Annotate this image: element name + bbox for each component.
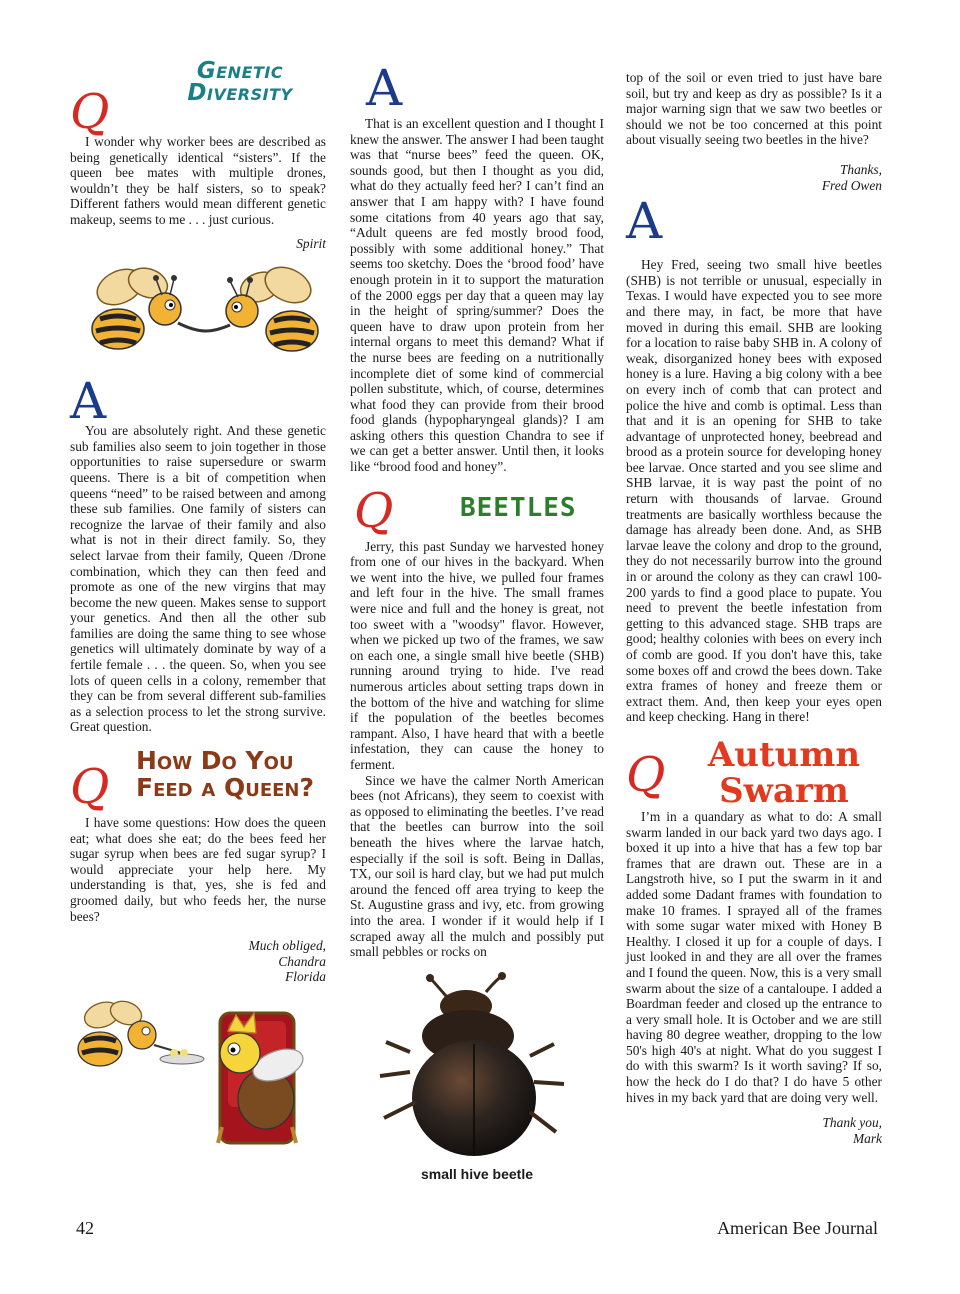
column-3 <box>626 70 882 1146</box>
question-genetic-diversity: I wonder why worker bees are described as being genetically identical “sisters”. If the queen bee mates with multiple drones, wouldn’t they be half sisters, so to speak? Different fathers would mean different genetic makeup, seems to me . . . just curious. <box>70 134 326 227</box>
answer-genetic-diversity: You are absolutely right. And these genetic sub families also seem to join together in those opportunities to raise supersedure or swarm queens. There is a bit of competition when queens “need” to be raised between and among these sub families. One family of sisters can recognize the larvae of their family and also what is not in their direct family. So, they select larvae from their family, Queen /Drone combination, which they can then feed and promote as one of the new virgins that may become the new queen. Makes sense to support your genetics. And then all the other sub families are doing the same thing to see whose genetics will ultimately dominate by way of a fertile female . . . the queen. So, when you see lots of queen cells in a colony, remember that they can be from several different sub-families as a selection process to let the strong survive. Great question. <box>70 423 326 735</box>
column-1 <box>70 60 326 1153</box>
answer-feed-queen: That is an excellent question and I thought I knew the answer. The answer I had been taught was that “nurse bees” feed the queen. OK, sounds good, but then I thought as you did, what do they actually feed her? I can’t find an answer that I am happy with? I have found some citations from 40 years ago that say, “Adult queens are fed mostly brood food, possibly with some additional honey.” That seems too sketchy. Does the ‘brood food’ have enough protein in it to support the maturation of the 2000 eggs per day that a queen may lay in the height of spring/summer? Does the queen have to draw upon protein from her internal organs to meet this demand? What if the nurse bees are feeding on a nutritionally incomplete diet of some kind of commercial pollen substitute, which, of course, determines what food they can provide from their brood food glands (hypopharyngeal glands)? I am asking others this question Chandra to see if we can get a better answer. Until then, it looks like “brood food and honey”. <box>350 116 604 475</box>
feed-queen-header <box>70 743 326 815</box>
answer-a-mark: A <box>626 192 663 251</box>
question-beetles-part1: Jerry, this past Sunday we harvested honey from one of our hives in the backyard. When we went into the hive, we pulled four frames and left four in the hive. The small frames were nice and full and the honey is great, not too sweet with a "woodsy" flavor. However, when we picked up two of the frames, we saw on each one, a single small hive beetle (SHB) running around trying to hide. I've read numerous articles about setting traps down in the bottom of the hive and watching for slime if the population of the beetles becomes rampant. Also, I have heard that with a beetle infestation, they can cause the honey to ferment. <box>350 538 604 772</box>
question-feed-queen: I have some questions: How does the queen eat; what does she eat; do the bees feed her sugar syrup when bees are fed sugar syrup? I would appreciate your help here. My understanding is that, yes, she is fed and groomed daily, but who feeds her, the nurse bees? <box>70 815 326 924</box>
answer-a-mark: A <box>70 372 107 431</box>
question-beetles-continued: top of the soil or even tried to just have bare soil, but try and keep as dry as possible? Is it a major warning sign that we saw two beetles or should we not be too concerned at this point about visually seeing two beetles in the hive? <box>626 70 882 148</box>
signature-mark: Thank you, Mark <box>822 1115 882 1146</box>
small-hive-beetle-photo <box>350 972 604 1162</box>
signature-chandra: Much obliged, Chandra Florida <box>248 938 326 985</box>
question-q-mark: Q <box>354 482 394 539</box>
signature-fred-owen: Thanks, Fred Owen <box>821 161 882 193</box>
bee-serving-queen-illustration <box>70 993 326 1153</box>
beetles-header <box>350 479 604 539</box>
signature-spirit: Spirit <box>296 235 326 251</box>
section-heading-autumn-swarm: Autumn Swarm <box>707 734 861 811</box>
section-heading-genetic-diversity: Genetic Diversity <box>187 58 293 106</box>
question-beetles-part2: Since we have the calmer North American bees (not Africans), they seem to coexist with as opposed to eliminating the beetles. I’ve read that the beetles can burrow into the soil beneath the hives where the larvae hatch, especially if the soil is soft. Being in Dallas, TX, our soil is hard clay, but we had put mulch around the fenced off area trying to keep the St. Augustine grass and ivy, etc. from growing into the area. I wonder if it would help if I scraped away all the mulch and possibly put small pebbles or rocks on <box>350 772 604 960</box>
question-q-mark: Q <box>70 759 110 816</box>
question-q-mark: Q <box>626 746 666 803</box>
genetic-diversity-header <box>70 58 326 140</box>
column-2 <box>350 60 604 1182</box>
beetle-photo-caption: small hive beetle <box>420 1165 534 1182</box>
two-bees-shaking-hands-illustration <box>70 257 326 377</box>
answer-beetles: Hey Fred, seeing two small hive beetles (SHB) is not terrible or unusual, especially in Texas. I would have expected you to see more and there may, in fact, be more that have moved in during this email. SHB are looking for a location to raise baby SHB in. A colony of weak, disorganized honey bees with exposed honey is a lure. Having a big colony with a bee on every inch of comb that can protect and police the hive and comb is optimal. Less than that and it is an opening for SHB to take advantage of unprotected honey, beebread and brood as a protein source for developing honey bee larvae. Once started and you see slime and SHB larvae, it is way past the point of no return with thousands of larvae. Ground treatments are basically worthless because the damage has already been done. And, as SHB larvae leave the colony and drop to the ground, they do not necessarily burrow into the ground in or around the colony as they can crawl 100-200 yards to find a good place to pupate. You need to prevent the beetle infestation from getting to this advanced stage. SHB traps are good; healthy colonies with bees on every inch of comb are good. If you don't have this, take some boxes off and crowd the bees down. Take extra frames of honey and freeze them or extract them. And, then keep your eyes open and keep checking. Hang in there! <box>626 257 882 725</box>
section-heading-beetles: BEETLES <box>460 492 577 523</box>
page-number: 42 <box>76 1218 94 1238</box>
question-q-mark: Q <box>70 84 110 140</box>
journal-name: American Bee Journal <box>717 1218 878 1238</box>
question-autumn-swarm: I’m in a quandary as what to do: A small swarm landed in our back yard two days ago. I boxed it up into a hive that has a few top bar frames that are drawn out. These are in a Langstroth hive, so I put the swarm in it and added some Dadant frames with foundation to make 10 frames. I sprayed all of the frames with some sugar water mixed with Honey B Healthy. I closed it up for a couple of days. I just looked in and they are all over the frames and I found the queen. Now, this is a very small swarm about the size of a cantaloupe. I added a Boardman feeder and closed up the entrance to a very small hole. It is October and we are still having 80 degree weather, dropping to the low 50's high 40's at night. What do you suggest I do with this swarm? Is it worth saving? If so, how the heck do I do that? I do have 5 other hives in my back yard that are doing very well. <box>626 808 882 1105</box>
answer-a-mark: A <box>366 59 403 117</box>
section-heading-feed-queen: How Do You Feed a Queen? <box>136 746 314 803</box>
autumn-swarm-header <box>626 734 882 811</box>
